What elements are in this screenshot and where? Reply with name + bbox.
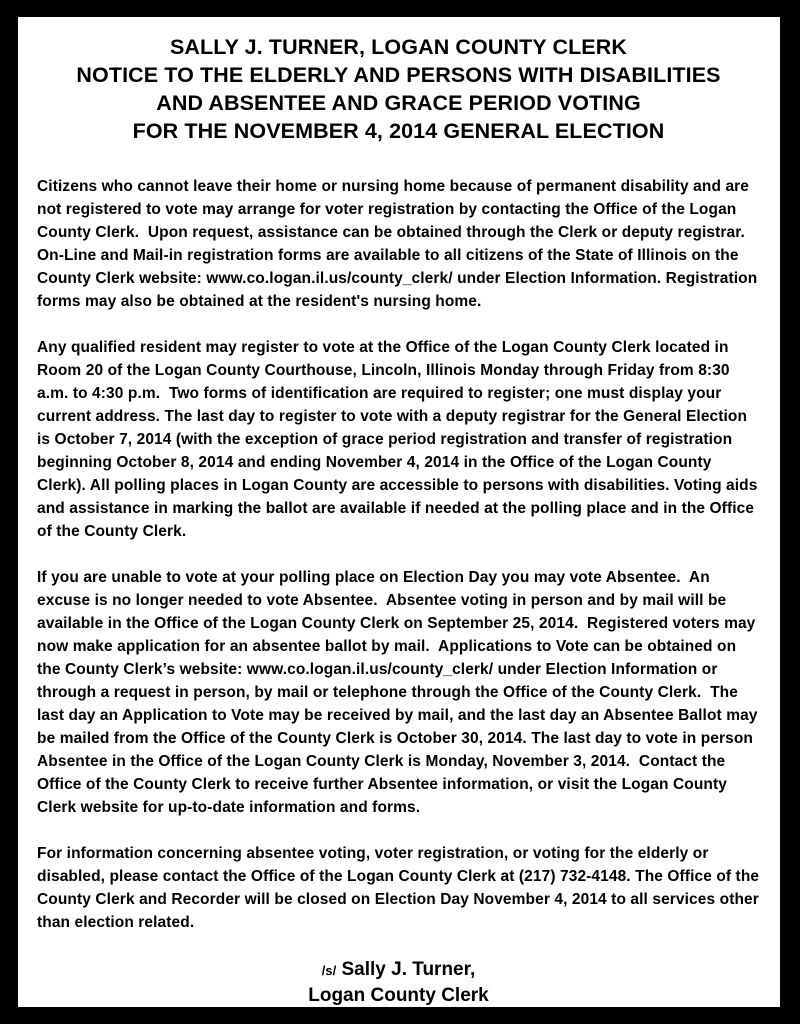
title-line-voting: AND ABSENTEE AND GRACE PERIOD VOTING — [156, 91, 641, 115]
title-line-notice: NOTICE TO THE ELDERLY AND PERSONS WITH DISABILITIES — [76, 63, 721, 87]
signature-title: Logan County Clerk — [308, 985, 489, 1006]
paragraph-voter-registration: Citizens who cannot leave their home or nursing home because of permanent disability and are not registered to vote may arrange for voter registration by contacting the Office of the Logan County Clerk. Upon request, assistance can be obtained through the Clerk or deputy registrar. On-Line and Mail-in registration forms are available to all citizens of the State of Illinois on the County Clerk website: www.co.logan.il.us/county_clerk/ under Election Information. Registration forms may also be obtained at the resident's nursing home. — [37, 178, 762, 310]
signature-name-line — [37, 957, 760, 983]
paragraph-absentee-voting: If you are unable to vote at your polling place on Election Day you may vote Absentee. An excuse is no longer needed to vote Absentee. Absentee voting in person and by mail will be available in the Office of the Logan County Clerk on September 25, 2014. Registered voters may now make application for an absentee ballot by mail. Applications to Vote can be obtained on the County Clerk’s website: www.co.logan.il.us/county_clerk/ under Election Information or through a request in person, by mail or telephone through the Office of the County Clerk. The last day an Application to Vote may be received by mail, and the last day an Absentee Ballot may be mailed from the Office of the County Clerk is October 30, 2014. The last day to vote in person Absentee in the Office of the Logan County Clerk is Monday, November 3, 2014. Contact the Office of the County Clerk to receive further Absentee information, or visit the Logan County Clerk website for up-to-date information and forms. — [37, 569, 762, 816]
signature-prefix: /s/ — [321, 963, 337, 978]
notice-title — [37, 33, 760, 145]
paragraph-register-in-person: Any qualified resident may register to vote at the Office of the Logan County Clerk located in Room 20 of the Logan County Courthouse, Lincoln, Illinois Monday through Friday from 8:30 a.m. to 4:30 p.m. Two forms of identification are required to register; one must display your current address. The last day to register to vote with a deputy registrar for the General Election is October 7, 2014 (with the exception of grace period registration and transfer of registration beginning October 8, 2014 and ending November 4, 2014 in the Office of the Logan County Clerk). All polling places in Logan County are accessible to persons with disabilities. Voting aids and assistance in marking the ballot are available if needed at the polling place and in the Office of the County Clerk. — [37, 339, 762, 540]
title-line-election: FOR THE NOVEMBER 4, 2014 GENERAL ELECTION — [132, 119, 665, 143]
paragraph-contact-info: For information concerning absentee voting, voter registration, or voting for the elderly or disabled, please contact the Office of the Logan County Clerk at (217) 732-4148. The Office of the County Clerk and Recorder will be closed on Election Day November 4, 2014 to all services other than election related. — [37, 845, 764, 931]
title-line-clerk-name: SALLY J. TURNER, LOGAN COUNTY CLERK — [169, 35, 628, 59]
signature-name: Sally J. Turner, — [341, 959, 476, 980]
signature-block — [37, 957, 760, 1007]
notice-document — [18, 17, 780, 1007]
